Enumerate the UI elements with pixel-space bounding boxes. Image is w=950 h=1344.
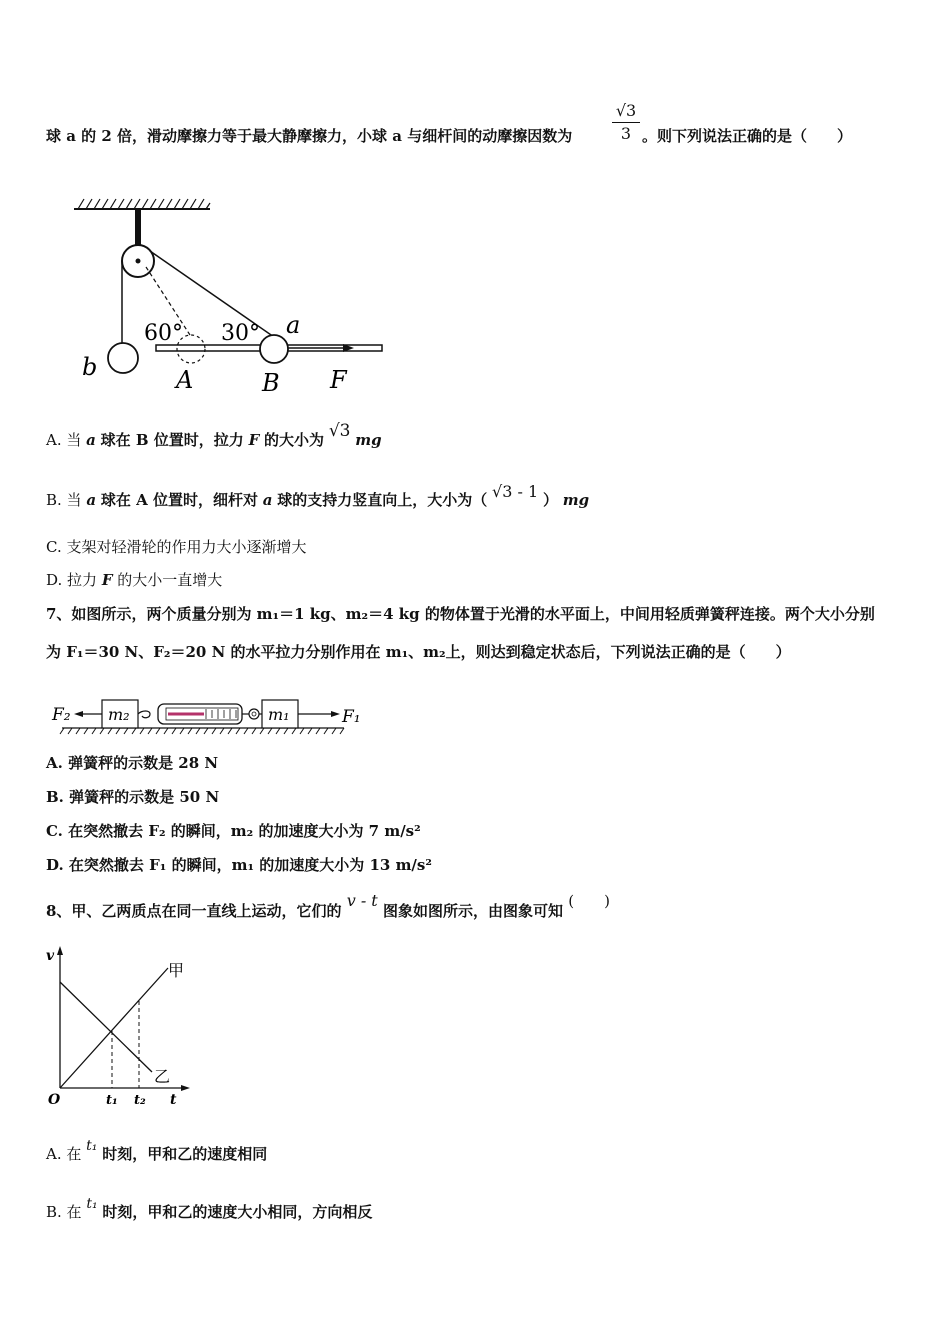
m1-label: m₁ <box>268 705 290 724</box>
q8-vt: v - t <box>346 891 378 910</box>
q8-b-tail: 时刻，甲和乙的速度大小相同，方向相反 <box>102 1203 373 1221</box>
q8-vt-graph <box>44 942 194 1114</box>
pulley-support <box>135 209 141 245</box>
ball-b <box>108 343 138 373</box>
force-f-label: F <box>330 366 347 394</box>
q6-d-f: F <box>101 571 113 589</box>
q6-frac-num: √3 <box>612 100 640 123</box>
v-axis-label: v <box>46 948 55 964</box>
q7-option-b <box>46 787 219 807</box>
q7-option-c <box>46 821 421 841</box>
q7-line2 <box>46 642 791 662</box>
q6-c-text: C. 支架对轻滑轮的作用力大小逐渐增大 <box>46 538 307 556</box>
q6-option-c <box>46 537 306 557</box>
q8-intro-line <box>46 891 610 921</box>
q6-fraction <box>612 100 640 145</box>
line-jia <box>60 968 171 1088</box>
q8-b-t: t₁ <box>86 1196 98 1212</box>
q7-option-a <box>46 753 218 773</box>
q7-d-text: D. 在突然撤去 F₁ 的瞬间，m₁ 的加速度大小为 13 m/s² <box>46 856 432 874</box>
yi-label: 乙 <box>154 1067 171 1086</box>
q6-intro-line <box>46 126 572 146</box>
q6-b-mid: 球在 A 位置时，细杆对 <box>100 491 258 509</box>
q6-d-prefix: D. 拉力 <box>46 571 98 589</box>
q7-line2-text: 为 F₁＝30 N、F₂＝20 N 的水平拉力分别作用在 m₁、m₂上，则达到稳定状态后，下列说法正确的是（ ） <box>46 643 791 661</box>
q7-option-d <box>46 855 432 875</box>
q6-a-mid2: 的大小为 <box>264 431 325 449</box>
q6-b-ball: a <box>86 491 97 509</box>
line-yi <box>60 982 152 1072</box>
q7-a-text: A. 弹簧秤的示数是 28 N <box>46 754 219 772</box>
q6-option-b <box>46 482 590 510</box>
q6-a-prefix: A. 当 <box>46 431 82 449</box>
q8-a-tail: 时刻，甲和乙的速度相同 <box>102 1145 268 1163</box>
q7-line1 <box>46 604 875 624</box>
t2-label: t₂ <box>134 1093 146 1108</box>
ball-a-label: a <box>286 311 301 339</box>
f2-label: F₂ <box>52 705 71 725</box>
q6-b-root: √3 - 1 <box>492 482 539 501</box>
m2-label: m₂ <box>108 705 130 724</box>
q6-b-close: ） <box>542 491 558 509</box>
t-axis-label: t <box>170 1092 177 1108</box>
q7-spring-diagram <box>46 694 376 740</box>
angle-30-label: 30° <box>221 321 260 346</box>
q6-a-root: √3 <box>328 421 351 441</box>
q8-a-prefix: A. 在 <box>46 1145 82 1163</box>
q8-intro-text: 8、甲、乙两质点在同一直线上运动，它们的 <box>46 902 342 920</box>
q6-option-a <box>46 421 382 450</box>
q6-a-mg: mg <box>355 431 382 449</box>
q6-intro-text: 球 a 的 2 倍，滑动摩擦力等于最大静摩擦力，小球 a 与细杆间的动摩擦因数为 <box>46 127 573 145</box>
q6-option-d <box>46 570 222 590</box>
q6-a-ball: a <box>86 431 96 449</box>
q8-option-a <box>46 1138 268 1165</box>
jia-label: 甲 <box>168 961 185 980</box>
q6-tail-text: 。则下列说法正确的是（ ） <box>642 127 853 145</box>
q7-c-text: C. 在突然撤去 F₂ 的瞬间，m₂ 的加速度大小为 7 m/s² <box>46 822 421 840</box>
ball-b-label: b <box>82 353 98 381</box>
q6-b-ball2: a <box>262 491 273 509</box>
q8-a-t: t₁ <box>86 1138 98 1154</box>
q6-b-prefix: B. 当 <box>46 491 82 509</box>
q8-b-prefix: B. 在 <box>46 1203 82 1221</box>
pos-a-label: A <box>176 366 194 394</box>
t1-label: t₁ <box>106 1093 118 1108</box>
q6-a-f: F <box>248 431 260 449</box>
f1-label: F₁ <box>342 707 361 727</box>
q6-frac-den: 3 <box>620 124 632 143</box>
q6-pulley-diagram <box>60 195 400 405</box>
q8-tail-text: 图象如图所示，由图象可知 <box>382 902 563 920</box>
q7-b-text: B. 弹簧秤的示数是 50 N <box>46 788 220 806</box>
angle-60-label: 60° <box>144 321 183 346</box>
q6-b-mid2: 球的支持力竖直向上，大小为（ <box>277 491 488 509</box>
q8-option-b <box>46 1196 373 1223</box>
ball-a <box>260 335 288 363</box>
q6-d-tail: 的大小一直增大 <box>117 571 223 589</box>
q8-paren: ( ) <box>568 892 610 910</box>
q6-tail-line <box>642 126 852 146</box>
pos-b-label: B <box>262 369 280 397</box>
q7-line1-text: 7、如图所示，两个质量分别为 m₁＝1 kg、m₂＝4 kg 的物体置于光滑的水平面上，中间用轻质弹簧秤连接。两个大小分别 <box>46 605 875 623</box>
origin-label: O <box>48 1092 61 1108</box>
q6-a-mid: 球在 B 位置时，拉力 <box>100 431 244 449</box>
q6-b-mg: mg <box>562 491 590 509</box>
